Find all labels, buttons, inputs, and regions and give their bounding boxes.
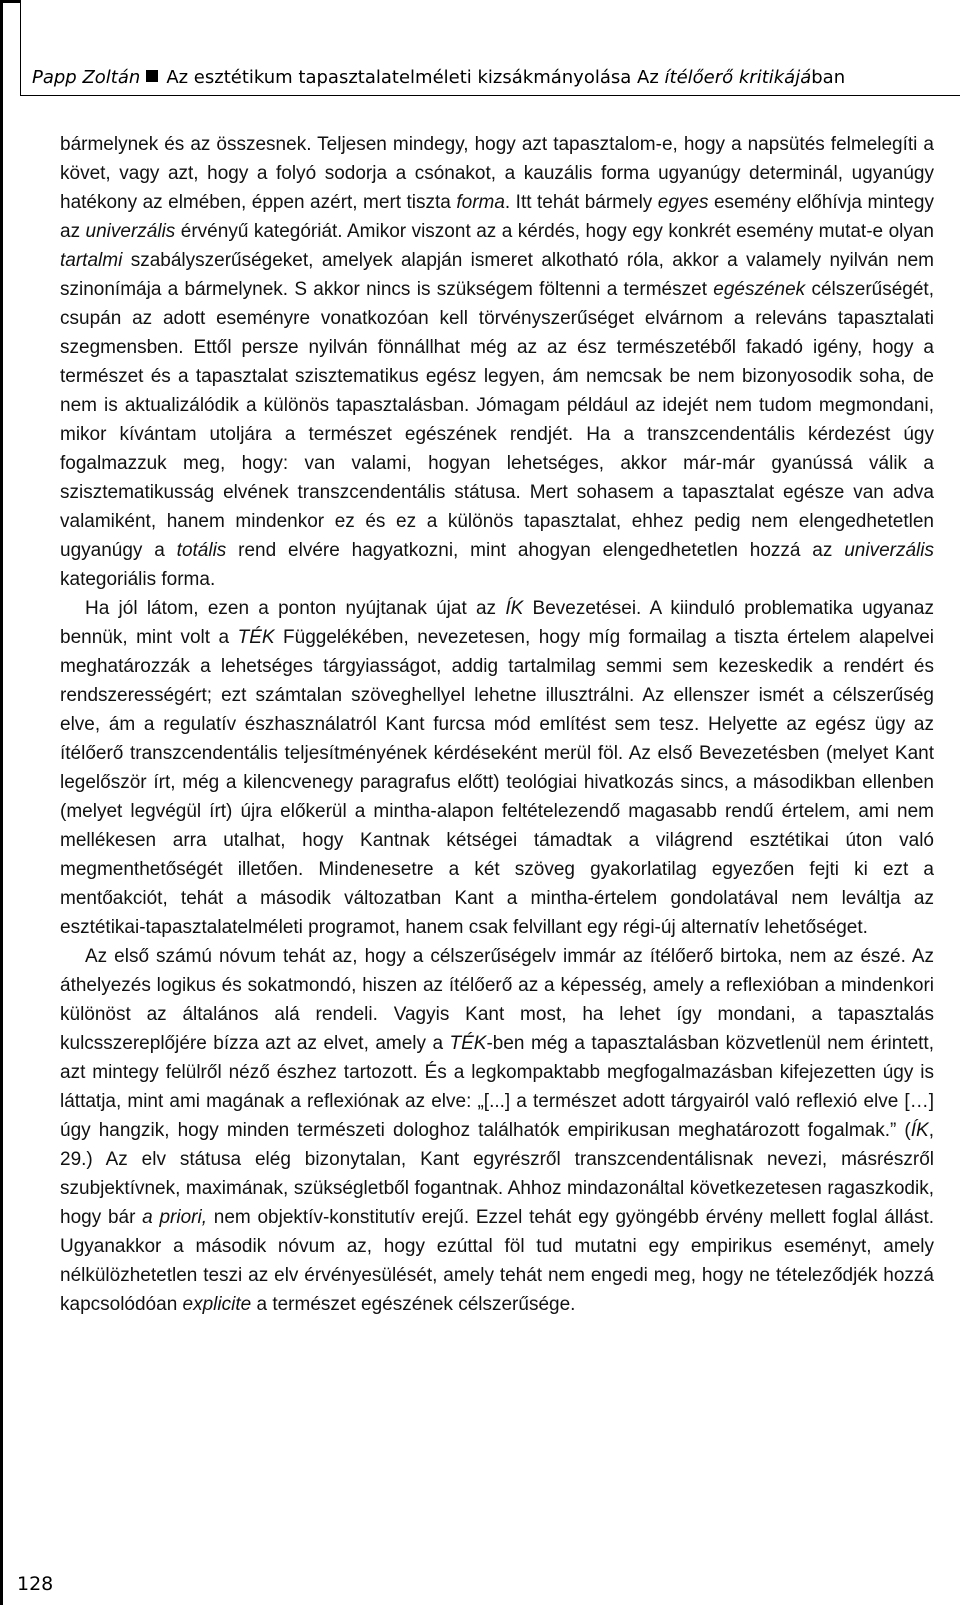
italic-run: ÍK [505,598,524,619]
paragraph-3 [60,942,934,1319]
text-run: Az első számú nóvum tehát az, hogy a célszerűségelv immár az ítélőerő birtoka, nem az észé. Az áthelyezés logikus és sokatmondó, hiszen az ítélőerő az a képesség, amely a reflexióban a mindenkori különöst az általános alá rendeli. Vagyis Kant most, ha lehet így mondani, a tapasztalás kulcsszereplőjére bízza azt az elvet, amely a [60,946,934,1054]
italic-run: tartalmi [60,250,123,271]
text-run: nem objektív-konstitutív erejű. Ezzel tehát egy gyöngébb érvény mellett foglal állást. Ugyanakkor a második nóvum az, hogy ezúttal föl tud mutatni egy empirikus eseményt, amely nélkülözhetetlen teszi az elv érvényesülését, amely tehát nem engedi meg, hogy ne tételeződjék hozzá kapcsolódóan [60,1207,934,1315]
text-run: bármelynek és az összesnek. Teljesen mindegy, hogy azt tapasztalom-e, hogy a napsütés felmelegíti a követ, vagy azt, hogy a folyó sodorja a csónakot, a kauzális forma ugyanúgy determinál, ugyanúgy hatékony az elmében, éppen azért, mert tiszta [60,134,934,213]
italic-run: a priori, [142,1207,208,1228]
page-number: 128 [17,1573,54,1595]
text-run: a természet egészének célszerűsége. [251,1294,576,1315]
text-run: szabályszerűségeket, amelyek alapján ismeret alkotható róla, akkor a valamely nyilván nem szinonímája a bármelynek. S akkor nincs is szükségem föltenni a természet [60,250,934,300]
text-run: esemény előhívja mintegy az [60,192,934,242]
text-run: -ben még a tapasztalásban közvetlenül nem érintett, azt mintegy felülről néző észhez tartozott. És a legkompaktabb megfogalmazásban kifejezetten úgy is láttatja, mint ami magának a reflexiónak az elve: „[...] a természet adott tárgyairól való reflexió elve […] úgy hangzik, hogy minden természeti dologhoz találhatók empirikusan meghatározott fogalmak.” ( [60,1033,934,1141]
paragraph-2 [60,594,934,942]
header-title-a: Az esztétikum tapasztalatelméleti kizsákmányolása Az [166,67,659,88]
italic-run: univerzális [844,540,934,561]
italic-run: TÉK [237,627,275,648]
page-frame-left [0,0,3,1605]
body-text [60,130,934,1319]
running-head [32,67,845,89]
text-run: érvényű kategóriát. Amikor viszont az a kérdés, hogy egy konkrét esemény mutat-e olyan [175,221,934,242]
page-frame-top [0,0,20,3]
text-run: . Itt tehát bármely [504,192,658,213]
header-title-b: ítélőerő kritikájá [664,67,812,88]
italic-run: univerzális [85,221,176,242]
italic-run: totális [176,540,227,561]
header-title-c: ban [811,67,846,88]
italic-run: forma [456,192,505,213]
italic-run: TÉK [449,1033,487,1054]
header-rule [20,95,960,96]
italic-run: egyes [657,192,709,213]
text-run: Bevezetései. A kiinduló problematika ugyanaz bennük, mint volt a [60,598,934,648]
header-frame-line [20,0,21,96]
italic-run: ÍK [910,1120,929,1141]
text-run: rend elvére hagyatkozni, mint ahogyan elengedhetetlen hozzá az [226,540,845,561]
italic-run: egészének [713,279,806,300]
italic-run: explicite [182,1294,252,1315]
text-run: célszerűségét, csupán az adott eseményre vonatkozóan kell törvényszerűséget elvárnom a releváns tapasztalati szegmensben. Ettől persze nyilván fönnállhat még az az ész természetéből fakadó igény, hogy a természet és a tapasztalat szisztematikus egész legyen, ám nemcsak be nem bizonyosodik soha, de nem is aktualizálódik a különös tapasztalásban. Jómagam például az idejét nem tudom megmondani, mikor kívántam utoljára a természet egészének rendjét. Ha a transzcendentális kérdezést úgy fogalmazzuk meg, hogy: van valami, hogyan lehetséges, akkor már-már gyanússá válik a szisztematikusság elvének transzcendentális státusa. Mert sohasem a tapasztalat egésze van adva valamiként, hanem mindenkor ez és ez a különös tapasztalat, ehhez pedig nem elengedhetetlen ugyanúgy a [60,279,934,561]
text-run: Függelékében, nevezetesen, hogy míg formailag a tiszta értelem alapelvei meghatározzák a lehetséges tárgyiasságot, addig tartalmilag semmi sem kezeskedik a rendért és rendszerességért; ezt számtalan szöveghellyel lehetne illusztrálni. Az ellenszer ismét a célszerűség elve, ám a regulatív észhasználatról Kant furcsa mód említést sem tesz. Helyette az egész ügy az ítélőerő transzcendentális teljesítményének kérdéseként merül föl. Az első Bevezetésben (melyet Kant legelőször írt, még a kilencvenegy paragrafus előtt) teológiai hivatkozás sincs, a másodikban ellenben (melyet legvégül írt) újra előkerül a mintha-alapon feltételezendő magasabb rendű értelem, ami nem mellékesen arra utalhat, hogy Kantnak kétségei támadtak a világrend esztétikai úton való megmenthetőségét illetően. Mindenesetre a két szöveg gyakorlatilag egyezően fejti ki ezt a mentőakciót, tehát a második változatban Kant a mintha-értelem gondolatával nem leváltja az esztétikai-tapasztalatelméleti programot, hanem csak felvillant egy régi-új alternatív lehetőséget. [60,627,934,938]
paragraph-1 [60,130,934,594]
text-run: kategoriális forma. [60,569,216,590]
text-run: Ha jól látom, ezen a ponton nyújtanak újat az [85,598,506,619]
square-bullet-icon [146,70,158,82]
header-author: Papp Zoltán [32,67,141,88]
text-run: , 29.) Az elv státusa elég bizonytalan, Kant egyrészről transzcendentálisnak nevezi, másrészről szubjektívnek, maximának, szükségletből fogantnak. Ahhoz mindazonáltal következetesen ragaszkodik, hogy bár [60,1120,934,1228]
